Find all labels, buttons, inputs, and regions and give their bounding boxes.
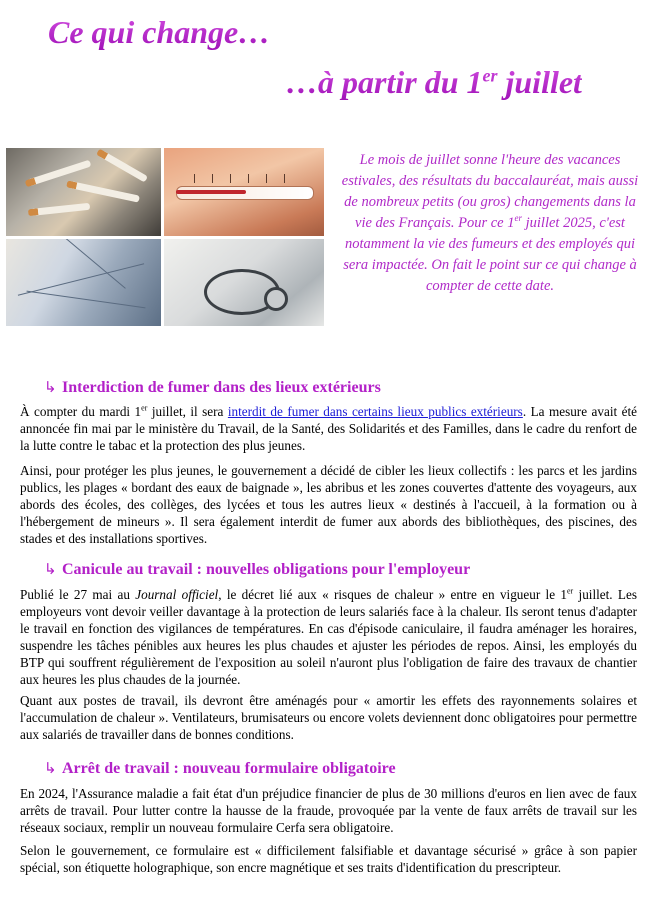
stethoscope-icon — [164, 239, 324, 326]
thermometer-icon — [164, 148, 324, 236]
intro-text: Le mois de juillet sonne l'heure des vacances estivales, des résultats du baccalauréat, mais aussi de nombreux petits (ou gros) changements dans la vie des Français. Pour ce 1er juillet 2025, c'est notamment la vie des fumeurs et des employés qui sera impactée. On fait le point sur ce qui change à compter de cette date. — [341, 152, 639, 294]
title-line-1: Ce qui change… — [48, 14, 271, 50]
paragraph: Selon le gouvernement, ce formulaire est « difficilement falsifiable et davantage sécurisé » grâce à son papier spécial, son étiquette holographique, son encre magnétique et ses traits d'identification du prescripteur. — [20, 843, 637, 875]
paragraph: En 2024, l'Assurance maladie a fait état d'un préjudice financier de plus de 30 millions d'euros en lien avec de faux arrêts de travail. Pour lutter contre la hausse de la fraude, provoquée par la vente de faux arrêts de travail sur les réseaux sociaux, remplir un nouveau formulaire Cerfa sera obligatoire. — [20, 786, 637, 835]
section-heading-sick-leave: ↳ Arrêt de travail : nouveau formulaire obligatoire — [44, 760, 396, 777]
arrow-bullet-icon: ↳ — [44, 761, 57, 777]
paragraph: Quant aux postes de travail, ils devront être aménagés pour « amortir les effets des rayonnements solaires et l'accumulation de chaleur ». Ventilateurs, brumisateurs ou encore volets deviennent donc obligatoires pour permettre aux salariés de travailler dans de bonnes conditions. — [20, 693, 637, 742]
section-heading-heatwave: ↳ Canicule au travail : nouvelles obligations pour l'employeur — [44, 561, 471, 578]
arrow-bullet-icon: ↳ — [44, 380, 57, 396]
paragraph: À compter du mardi 1er juillet, il sera interdit de fumer dans certains lieux publics extérieurs. La mesure avait été annoncée fin mai par le ministère du Travail, de la Santé, des Solidarités et des Familles, dans le cadre du renfort de la lutte contre le tabac et la protection des plus jeunes. — [20, 403, 637, 453]
smoking-ban-link[interactable]: interdit de fumer dans certains lieux publics extérieurs — [227, 404, 523, 419]
cigarette-icon — [6, 148, 161, 236]
arrow-bullet-icon: ↳ — [44, 562, 57, 578]
section-heading-smoking: ↳ Interdiction de fumer dans des lieux extérieurs — [44, 379, 381, 396]
photo-collage — [6, 148, 324, 326]
paragraph: Publié le 27 mai au Journal officiel, le décret lié aux « risques de chaleur » entre en vigueur le 1er juillet. Les employeurs vont devoir veiller davantage à la protection de leurs salariés face à la chaleur. Ils seront tenus d'adapter le travail en fonction des vigilances de températures. En cas d'épisode caniculaire, il faudra aménager les horaires, suspendre les tâches pénibles aux heures les plus chaudes et ajuster les périodes de repos. Ainsi, les employés du BTP qui souffrent régulièrement de l'exposition au soleil n'auront plus l'obligation de faire des travaux de chantier aux heures les plus chaudes de la journée. — [20, 586, 637, 687]
paragraph: Ainsi, pour protéger les plus jeunes, le gouvernement a décidé de cibler les lieux collectifs : les parcs et les jardins publics, les plages « bordant des eaux de baignade », les abribus et les zones couvertes d'attente des voyageurs, aux abords des écoles, des collèges, des lycées et tous les autres lieux « destinés à l'accueil, à la formation ou à l'hébergement de mineurs ». Il sera également interdit de fumer aux abords des bibliothèques, des piscines, des stades et des installations sportives. — [20, 463, 637, 546]
blueprint-icon — [6, 239, 161, 326]
title-line-2: …à partir du 1er juillet — [286, 64, 582, 100]
